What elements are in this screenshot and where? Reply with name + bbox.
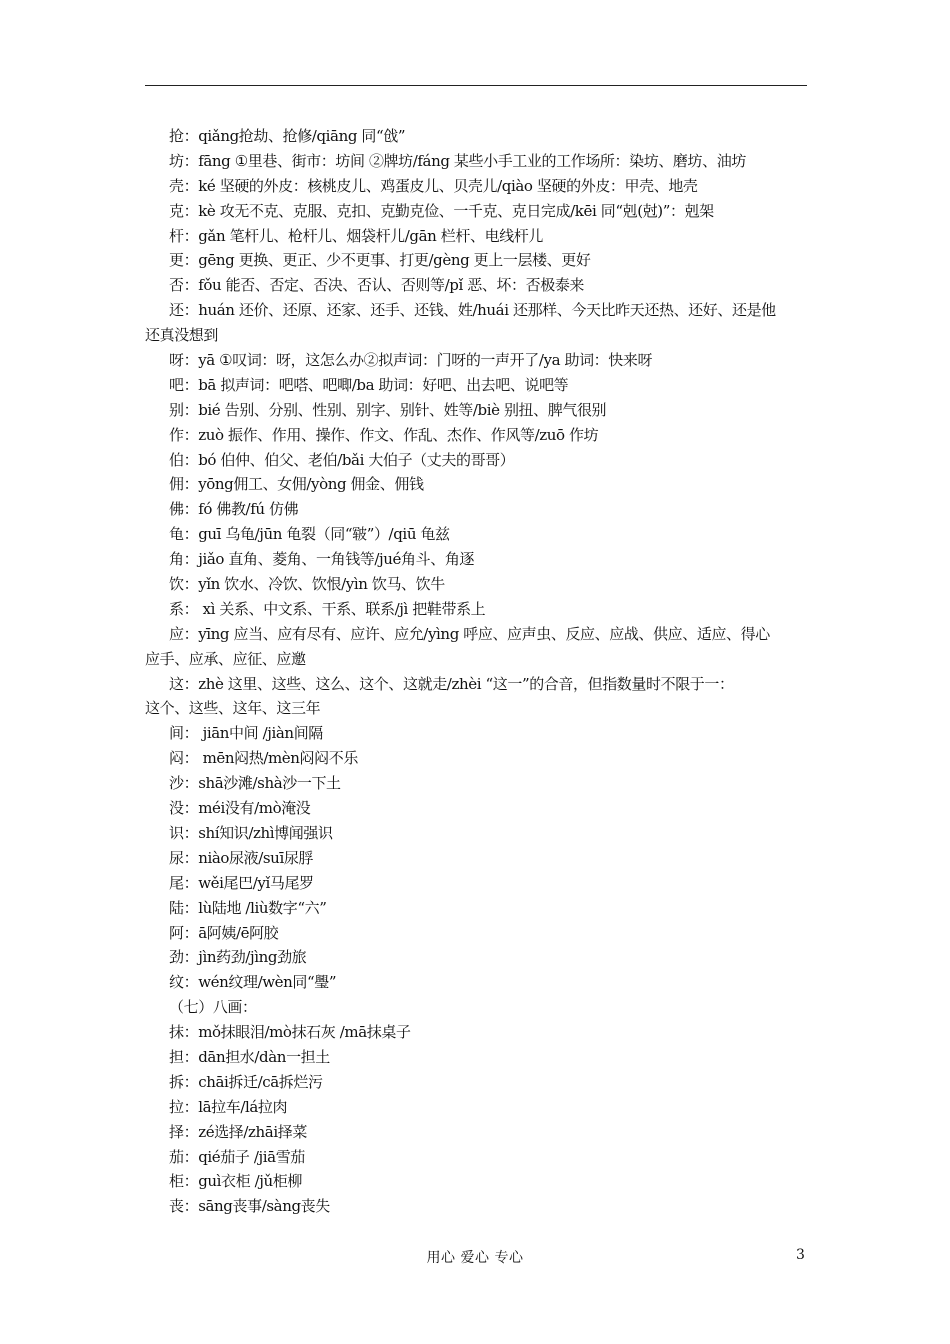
entry-line: 抢：qiǎng抢劫、抢修/qiāng 同“戗” — [169, 127, 406, 145]
entry-line: 识：shí知识/zhì博闻强识 — [169, 823, 333, 842]
entry-line: 尾：wěi尾巴/yǐ马尾罗 — [169, 873, 314, 892]
page-number: 3 — [796, 1247, 805, 1263]
entry-line: 担：dān担水/dàn一担土 — [169, 1047, 330, 1066]
entry-line: 抹：mǒ抹眼泪/mò抹石灰 /mā抹桌子 — [169, 1023, 411, 1042]
entry-line: 角：jiǎo 直角、菱角、一角钱等/jué角斗、角逐 — [169, 550, 475, 569]
entry-line: 壳：ké 坚硬的外皮：核桃皮儿、鸡蛋皮儿、贝壳儿/qiào 坚硬的外皮：甲壳、地壳 — [169, 176, 698, 195]
entry-line: 茄：qié茄子 /jiā雪茄 — [169, 1147, 305, 1166]
entry-line: 否：fǒu 能否、否定、否决、否认、否则等/pǐ 恶、坏：否极泰来 — [169, 276, 585, 295]
entry-line: （七）八画： — [169, 998, 257, 1017]
entry-line: 择：zé选择/zhāi择菜 — [169, 1122, 307, 1141]
entry-continuation-line: 应手、应承、应征、应邀 — [145, 649, 306, 668]
entry-line: 闷： mēn闷热/mèn闷闷不乐 — [169, 749, 358, 768]
entry-line: 坊：fāng ①里巷、街市：坊间 ②牌坊/fáng 某些小手工业的工作场所：染坊、磨坊、油坊 — [169, 151, 746, 170]
entry-continuation-line: 这个、这些、这年、这三年 — [145, 699, 321, 718]
header-rule — [145, 85, 807, 86]
entry-line: 佣：yōng佣工、女佣/yòng 佣金、佣钱 — [169, 475, 424, 494]
entry-line: 尿：niào尿液/suī尿脬 — [169, 848, 314, 867]
entry-line: 间： jiān中间 /jiàn间隔 — [169, 724, 323, 743]
entry-line: 伯：bó 伯仲、伯父、老伯/bǎi 大伯子（丈夫的哥哥） — [169, 450, 515, 469]
page-footer — [0, 1247, 950, 1267]
entry-line: 沙：shā沙滩/shà沙一下土 — [169, 774, 341, 793]
entry-line: 杆：gǎn 笔杆儿、枪杆儿、烟袋杆儿/gān 栏杆、电线杆儿 — [169, 226, 544, 245]
entry-line: 阿：ā阿姨/ē阿胶 — [169, 923, 279, 942]
entry-line: 佛：fó 佛教/fú 仿佛 — [169, 500, 299, 519]
entry-line: 饮：yǐn 饮水、冷饮、饮恨/yìn 饮马、饮牛 — [169, 575, 445, 594]
entry-line: 呀：yā ①叹词：呀，这怎么办②拟声词：门呀的一声开了/ya 助词：快来呀 — [169, 351, 653, 370]
entry-line: 拆：chāi拆迁/cā拆烂污 — [169, 1072, 323, 1091]
entry-line: 克：kè 攻无不克、克服、克扣、克勤克俭、一千克、克日完成/kēi 同“剋(尅)”：剋架 — [169, 201, 714, 220]
entry-line: 更：gēng 更换、更正、少不更事、打更/gèng 更上一层楼、更好 — [169, 251, 591, 270]
entry-line: 丧：sāng丧事/sàng丧失 — [169, 1197, 330, 1216]
entry-line: 作：zuò 振作、作用、操作、作文、作乱、杰作、作风等/zuō 作坊 — [169, 425, 599, 444]
entry-line: 陆：lù陆地 /liù数字“六” — [169, 898, 327, 917]
footer-text: 用心 爱心 专心 — [426, 1250, 524, 1266]
entry-line: 纹：wén纹理/wèn同“璺” — [169, 973, 337, 992]
entry-line: 龟：guī 乌龟/jūn 龟裂（同“皲”）/qiū 龟兹 — [169, 525, 450, 544]
entry-line: 这：zhè 这里、这些、这么、这个、这就走/zhèi “这一”的合音，但指数量时不限于一： — [169, 674, 734, 693]
entry-continuation-line: 还真没想到 — [145, 326, 219, 345]
entry-line: 拉：lā拉车/lá拉肉 — [169, 1097, 288, 1116]
entry-line: 没：méi没有/mò淹没 — [169, 799, 311, 818]
entry-line: 吧：bā 拟声词：吧嗒、吧唧/ba 助词：好吧、出去吧、说吧等 — [169, 375, 569, 394]
entry-line: 还：huán 还价、还原、还家、还手、还钱、姓/huái 还那样、今天比昨天还热、还好、还是他 — [169, 301, 776, 320]
document-body — [145, 124, 813, 1219]
entry-line: 应：yīng 应当、应有尽有、应许、应允/yìng 呼应、应声虫、反应、应战、供应、适应、得心 — [169, 624, 770, 643]
entry-line: 劲：jìn药劲/jìng劲旅 — [169, 948, 307, 967]
entry-line: 别：bié 告别、分别、性别、别字、别针、姓等/biè 别扭、脾气很别 — [169, 400, 607, 419]
entry-line: 柜：guì衣柜 /jǔ柜柳 — [169, 1172, 302, 1191]
entry-line: 系： xì 关系、中文系、干系、联系/jì 把鞋带系上 — [169, 599, 486, 618]
